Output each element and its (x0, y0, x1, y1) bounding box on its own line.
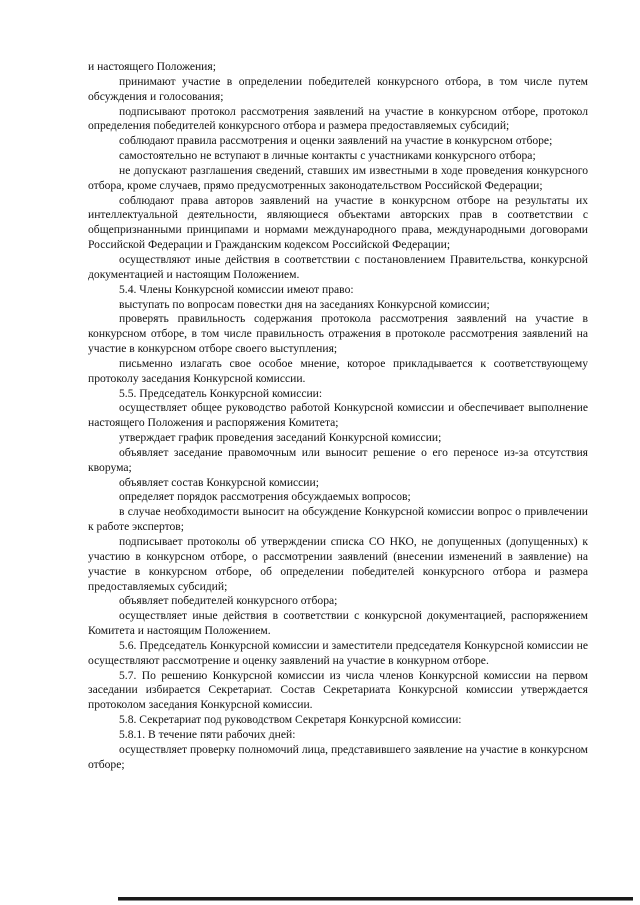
page-bottom-rule-shadow (118, 900, 633, 901)
paragraph: 5.5. Председатель Конкурсной комиссии: (119, 386, 323, 400)
paragraph: осуществляет общее руководство работой Конкурсной комиссии и обеспечивает выполнение настоящего Положения и распоряжения Комитета; (88, 401, 588, 430)
paragraph: объявляет победителей конкурсного отбора; (119, 594, 338, 608)
paragraph: проверять правильность содержания протокола рассмотрения заявлений на участие в конкурсном отборе, в том числе правильность отражения в протоколе рассмотрения заявлений на участие в конкурсном отборе своего выступления; (88, 312, 588, 356)
paragraph: самостоятельно не вступают в личные контакты с участниками конкурсного отбора; (119, 149, 536, 163)
paragraph: 5.6. Председатель Конкурсной комиссии и заместители председателя Конкурсной комиссии не осуществляют рассмотрение и оценку заявлений на участие в конкурном отборе. (88, 638, 588, 667)
paragraph: объявляет заседание правомочным или выносит решение о его переносе из-за отсутствия кворума; (88, 445, 588, 474)
document-body (88, 60, 588, 773)
paragraph: в случае необходимости выносит на обсуждение Конкурсной комиссии вопрос о привлечении к работе экспертов; (88, 505, 588, 534)
paragraph: подписывает протоколы об утверждении списка СО НКО, не допущенных (допущенных) к участию в конкурсном отборе, о рассмотрении заявлений (внесении изменений в заявление) на участие в конкурсном отборе, об определении победителей конкурсного отбора и размера предоставляемых субсидий; (88, 535, 588, 593)
paragraph: осуществляют иные действия в соответствии с постановлением Правительства, конкурсной документацией и настоящим Положением. (88, 252, 588, 281)
paragraph: определяет порядок рассмотрения обсуждаемых вопросов; (119, 490, 411, 504)
paragraph: 5.8.1. В течение пяти рабочих дней: (119, 727, 296, 741)
paragraph: 5.4. Члены Конкурсной комиссии имеют право: (119, 282, 354, 296)
paragraph: принимают участие в определении победителей конкурсного отбора, в том числе путем обсуждения и голосования; (88, 74, 588, 103)
paragraph: 5.7. По решению Конкурсной комиссии из числа членов Конкурсной комиссии на первом заседании избирается Секретариат. Состав Секретариата Конкурсной комиссии утверждается протоколом заседания Конкурсной комиссии. (88, 668, 588, 712)
paragraph: подписывают протокол рассмотрения заявлений на участие в конкурсном отборе, протокол определения победителей конкурсного отбора и размера предоставляемых субсидий; (88, 104, 588, 133)
paragraph: объявляет состав Конкурсной комиссии; (119, 475, 319, 489)
paragraph: осуществляет проверку полномочий лица, представившего заявление на участие в конкурсном отборе; (88, 742, 588, 771)
paragraph: 5.8. Секретариат под руководством Секретаря Конкурсной комиссии: (119, 713, 462, 727)
paragraph: осуществляет иные действия в соответствии с конкурсной документацией, распоряжением Комитета и настоящим Положением. (88, 609, 588, 638)
paragraph: соблюдают права авторов заявлений на участие в конкурсном отборе на результаты их интеллектуальной деятельности, являющиеся объектами авторских прав в соответствии с общепризнанными принципами и нормами международного права, международными договорами Российской Федерации и Гражданским кодексом Российской Федерации; (88, 193, 588, 252)
paragraph: соблюдают правила рассмотрения и оценки заявлений на участие в конкурсном отборе; (119, 134, 553, 148)
paragraph: и настоящего Положения; (88, 60, 216, 73)
paragraph: письменно излагать свое особое мнение, которое прикладывается к соответствующему протоколу заседания Конкурсной комиссии. (88, 356, 588, 385)
paragraph: не допускают разглашения сведений, ставших им известными в ходе проведения конкурсного отбора, кроме случаев, прямо предусмотренных законодательством Российской Федерации; (88, 163, 588, 192)
paragraph: утверждает график проведения заседаний Конкурсной комиссии; (119, 431, 442, 445)
paragraph: выступать по вопросам повестки дня на заседаниях Конкурсной комиссии; (119, 297, 490, 311)
